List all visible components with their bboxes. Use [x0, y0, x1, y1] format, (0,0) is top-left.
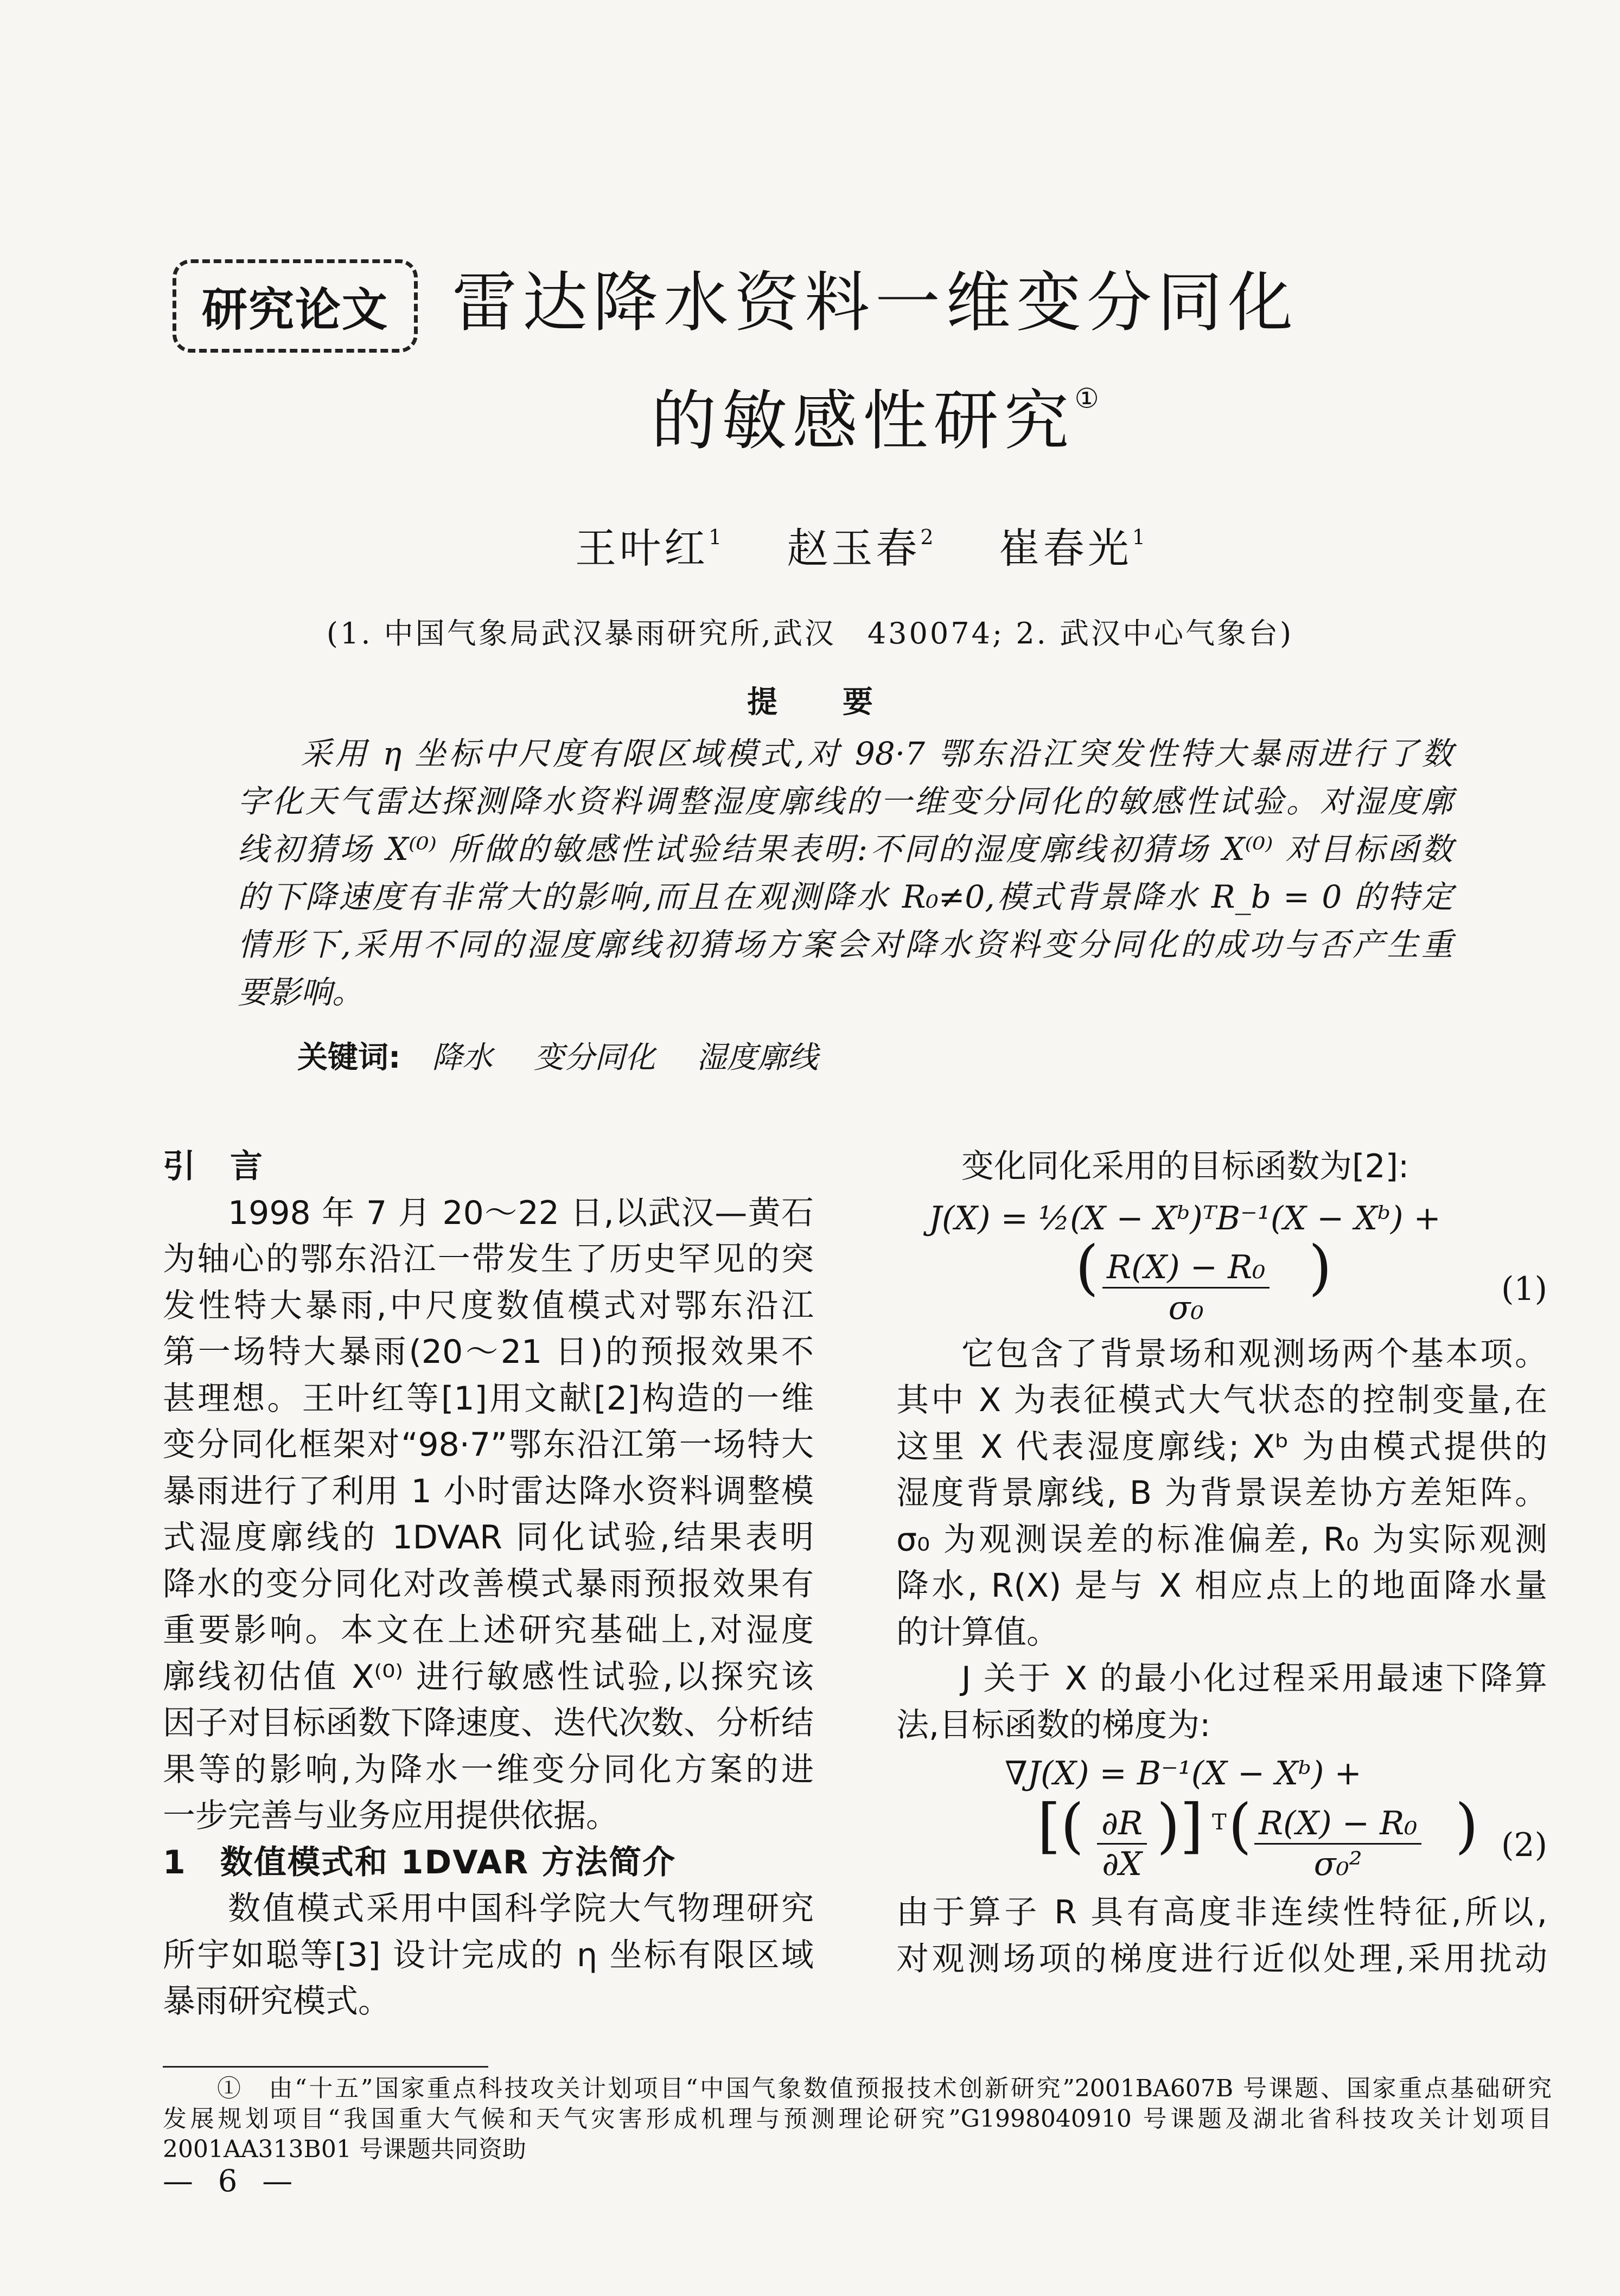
abstract-line: 字化天气雷达探测降水资料调整湿度廓线的一维变分同化的敏感性试验。对湿度廓 [238, 783, 1453, 820]
abstract-line: 线初猜场 X⁽⁰⁾ 所做的敏感性试验结果表明:不同的湿度廓线初猜场 X⁽⁰⁾ 对目标函数 [238, 831, 1453, 868]
page-number: — 6 — [163, 2164, 301, 2199]
equation-1-line-2 [896, 1232, 1547, 1331]
body-line: 第一场特大暴雨(20～21 日)的预报效果不 [163, 1333, 814, 1371]
body-line: 对观测场项的梯度进行近似处理,采用扰动 [896, 1940, 1547, 1978]
equation-number: (1) [1501, 1270, 1547, 1308]
body-line: 发性特大暴雨,中尺度数值模式对鄂东沿江 [163, 1286, 814, 1325]
left-column [163, 1144, 814, 2025]
abstract-line: 要影响。 [238, 974, 364, 1011]
abstract-line: 采用 η 坐标中尺度有限区域模式,对 98·7 鄂东沿江突发性特大暴雨进行了数 [301, 735, 1453, 772]
paren-open: ( [1075, 1232, 1099, 1302]
author-affiliation-mark: 2 [920, 525, 934, 549]
body-line: 降水, R(X) 是与 X 相应点上的地面降水量 [896, 1567, 1547, 1605]
body-line: 这里 X 代表湿度廓线; Xᵇ 为由模式提供的 [896, 1427, 1547, 1466]
body-line: 降水的变分同化对改善模式暴雨预报效果有 [163, 1565, 814, 1603]
author-name: 崔春光 [998, 524, 1132, 572]
body-line: 因子对目标函数下降速度、迭代次数、分析结 [163, 1704, 814, 1742]
author-name: 赵玉春 [787, 524, 921, 572]
keyword: 降水 [432, 1040, 493, 1075]
body-line: 甚理想。王叶红等[1]用文献[2]构造的一维 [163, 1379, 814, 1418]
body-line: 数值模式采用中国科学院大气物理研究 [228, 1890, 814, 1928]
equation-1-line-1 [896, 1190, 1547, 1245]
equation-2-line-2 [896, 1791, 1547, 1890]
footnote-line: 发展规划项目“我国重大气候和天气灾害形成机理与预测理论研究”G1998040910 号课题及湖北省科技攻关计划项目 [163, 2105, 1552, 2133]
body-line: 湿度背景廓线, B 为背景误差协方差矩阵。 [896, 1474, 1547, 1512]
body-line: 暴雨进行了利用 1 小时雷达降水资料调整模 [163, 1472, 814, 1510]
footnote [163, 2074, 1552, 2165]
body-line: J 关于 X 的最小化过程采用最速下降算 [961, 1660, 1547, 1698]
body-line: σ₀ 为观测误差的标准偏差, R₀ 为实际观测 [896, 1520, 1547, 1559]
paren-close: ) [1455, 1791, 1478, 1860]
fraction-denominator: σ₀² [1313, 1845, 1362, 1883]
abstract-heading: 提要 [747, 685, 938, 720]
keywords-label: 关键词: [297, 1040, 401, 1075]
body-line: 式湿度廓线的 1DVAR 同化试验,结果表明 [163, 1519, 814, 1557]
equation-text: J(X) = ½(X − Xᵇ)ᵀB⁻¹(X − Xᵇ) + [929, 1199, 1441, 1238]
keywords [297, 1034, 850, 1077]
body-line: 为轴心的鄂东沿江一带发生了历史罕见的突 [163, 1240, 814, 1278]
body-line: 它包含了背景场和观测场两个基本项。 [961, 1335, 1547, 1373]
body-line: 暴雨研究模式。 [163, 1982, 391, 2020]
body-line: 由于算子 R 具有高度非连续性特征,所以, [896, 1893, 1547, 1931]
transpose-mark: T [1212, 1810, 1227, 1835]
bracket-close: )] [1157, 1791, 1203, 1860]
body-line: 果等的影响,为降水一维变分同化方案的进 [163, 1750, 814, 1789]
right-column [896, 1144, 1547, 1982]
body-line: 1998 年 7 月 20～22 日,以武汉—黄石 [228, 1194, 814, 1232]
paper-title-line-2 [0, 369, 1620, 462]
title-footnote-mark[interactable]: ① [1074, 382, 1099, 414]
body-line: 廓线初估值 X⁽⁰⁾ 进行敏感性试验,以探究该 [163, 1657, 814, 1696]
partial-derivative [1097, 1804, 1147, 1884]
keyword: 变分同化 [534, 1040, 656, 1075]
author-list [575, 515, 1145, 575]
equation-text: ∇J(X) = B⁻¹(X − Xᵇ) + [1005, 1755, 1362, 1793]
equation-number: (2) [1501, 1826, 1547, 1864]
section-heading-introduction: 引 言 [163, 1147, 264, 1185]
affiliation: (1. 中国气象局武汉暴雨研究所,武汉 430074; 2. 武汉中心气象台) [326, 616, 1294, 650]
author-affiliation-mark: 1 [1132, 525, 1145, 549]
fraction-numerator: R(X) − R₀ [1254, 1804, 1421, 1845]
section-badge: 研究论文 [173, 259, 418, 353]
keyword: 湿度廓线 [696, 1040, 818, 1075]
equation-fraction [1254, 1804, 1421, 1884]
paren-close: ) [1309, 1232, 1332, 1302]
abstract-line: 的下降速度有非常大的影响,而且在观测降水 R₀≠0,模式背景降水 R_b = 0 的特定 [238, 878, 1453, 915]
author-affiliation-mark: 1 [709, 525, 722, 549]
body-line: 重要影响。本文在上述研究基础上,对湿度 [163, 1611, 814, 1649]
body-line: 的计算值。 [896, 1613, 1059, 1651]
footnote-divider [163, 2066, 488, 2068]
paren-open: ( [1228, 1791, 1252, 1860]
fraction-denominator: ∂X [1102, 1845, 1142, 1883]
fraction-numerator: ∂R [1097, 1804, 1147, 1845]
bracket-open: [( [1037, 1791, 1084, 1860]
body-line: 一步完善与业务应用提供依据。 [163, 1797, 618, 1835]
body-line: 其中 X 为表征模式大气状态的控制变量,在 [896, 1381, 1547, 1419]
paper-title-text: 的敏感性研究 [651, 384, 1075, 459]
section-heading-1: 1 数值模式和 1DVAR 方法简介 [163, 1843, 677, 1882]
footnote-line: ① 由“十五”国家重点科技攻关计划项目“中国气象数值预报技术创新研究”2001BA607B 号课题、国家重点基础研究 [217, 2075, 1552, 2102]
author-name: 王叶红 [575, 524, 709, 572]
fraction-numerator: R(X) − R₀ [1102, 1248, 1270, 1289]
body-line: 所宇如聪等[3] 设计完成的 η 坐标有限区域 [163, 1936, 814, 1974]
body-line: 变化同化采用的目标函数为[2]: [961, 1147, 1409, 1185]
footnote-line: 2001AA313B01 号课题共同资助 [163, 2135, 526, 2163]
equation-2-line-1 [896, 1749, 1547, 1797]
equation-fraction [1102, 1248, 1270, 1328]
abstract-line: 情形下,采用不同的湿度廓线初猜场方案会对降水资料变分同化的成功与否产生重 [238, 926, 1453, 963]
abstract-body [238, 730, 1453, 1016]
body-line: 法,目标函数的梯度为: [896, 1706, 1211, 1744]
paper-title-line-1: 雷达降水资料一维变分同化 [452, 265, 1298, 341]
body-line: 变分同化框架对“98·7”鄂东沿江第一场特大 [163, 1426, 814, 1464]
fraction-denominator: σ₀ [1168, 1289, 1204, 1327]
